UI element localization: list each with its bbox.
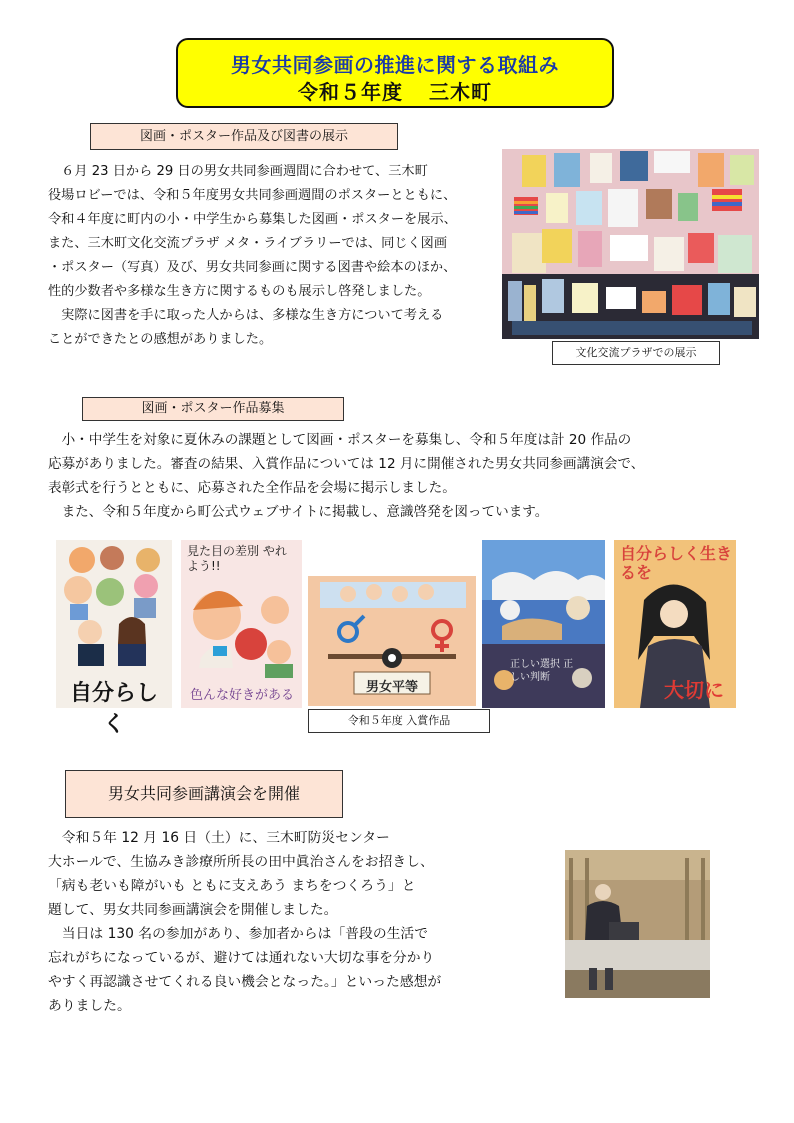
section3-line: 題して、男女共同参画講演会を開催しました。 [48,902,338,918]
poster-5-top-text: 自分らしく生きるを [620,544,733,582]
section1-line: 令和４年度に町内の小・中学生から募集した図画・ポスターを展示、 [48,212,457,227]
section2-line: 小・中学生を対象に夏休みの課題として図画・ポスターを募集し、令和５年度は計 20 作品の [48,432,632,448]
poster-2 [181,540,302,708]
section2-heading: 図画・ポスター作品募集 [82,397,344,421]
section2-text [48,428,644,524]
subtitle-year: 令和５年度 [298,80,403,104]
section3-text [48,826,441,1018]
section3-line: 令和５年 12 月 16 日（土）に、三木町防災センター [48,830,390,846]
exhibit-illustration [502,149,759,339]
section1-line: 役場ロビーでは、令和５年度男女共同参画週間のポスターとともに、 [48,188,457,203]
poster-5 [614,540,736,708]
section1-line: ・ポスター（写真）及び、男女共同参画に関する図書や絵本のほか、 [48,260,457,275]
section1-line: 実際に図書を手に取った人からは、多様な生き方について考える [48,308,444,323]
section2-line: また、令和５年度から町公式ウェブサイトに掲載し、意識啓発を図っています。 [48,504,549,520]
section1-line: ことができたとの感想がありました。 [48,332,273,347]
subtitle-town: 三木町 [429,80,492,104]
section3-line: 大ホールで、生協みき診療所所長の田中眞治さんをお招きし、 [48,854,434,870]
poster-3-text: 男女平等 [365,680,418,695]
section1-heading: 図画・ポスター作品及び図書の展示 [90,123,398,150]
poster-1-text: 自分らしく [69,681,158,737]
section1-line: また、三木町文化交流プラザ メタ・ライブラリーでは、同じく図画 [48,236,448,251]
section3-line: 当日は 130 名の参加があり、参加者からは「普段の生活で [48,926,429,942]
section1-line: ６月 23 日から 29 日の男女共同参画週間に合わせて、三木町 [48,164,428,179]
page-title: 男女共同参画の推進に関する取組み [231,53,559,77]
section1-line: 性的少数者や多様な生き方に関するものも展示し啓発しました。 [48,284,431,299]
section1-text [48,160,457,352]
lecture-photo [565,850,710,998]
poster-2-top-text: 見た目の差別 やれよう!! [187,544,287,573]
section2-line: 応募がありました。審査の結果、入賞作品については 12 月に開催された男女共同参画講演会で、 [48,456,645,472]
posters-caption: 令和５年度 入賞作品 [308,709,490,733]
poster-4 [482,540,605,708]
section2-line: 表彰式を行うとともに、応募された全作品を会場に掲示しました。 [48,480,456,496]
section3-line: やすく再認識させてくれる良い機会となった。」といった感想が [48,974,442,990]
section3-line: 忘れがちになっているが、避けては通れない大切な事を分かり [48,950,435,966]
exhibit-photo [502,149,759,339]
poster-5-bottom-text: 大切に [664,678,724,702]
exhibit-photo-caption: 文化交流プラザでの展示 [552,341,720,365]
poster-1 [56,540,172,737]
section3-heading: 男女共同参画講演会を開催 [65,770,343,818]
page-title-box [176,38,614,108]
lecture-illustration [565,850,710,998]
section3-line: 「病も老いも障がいも ともに支えあう まちをつくろう」と [48,878,416,894]
section3-line: ありました。 [48,998,131,1014]
page-subtitle [178,76,612,105]
poster-2-bottom-text: 色んな好きがある [189,688,294,703]
poster-3 [308,576,476,706]
poster-4-text: 正しい選択 正しい判断 [510,659,574,683]
